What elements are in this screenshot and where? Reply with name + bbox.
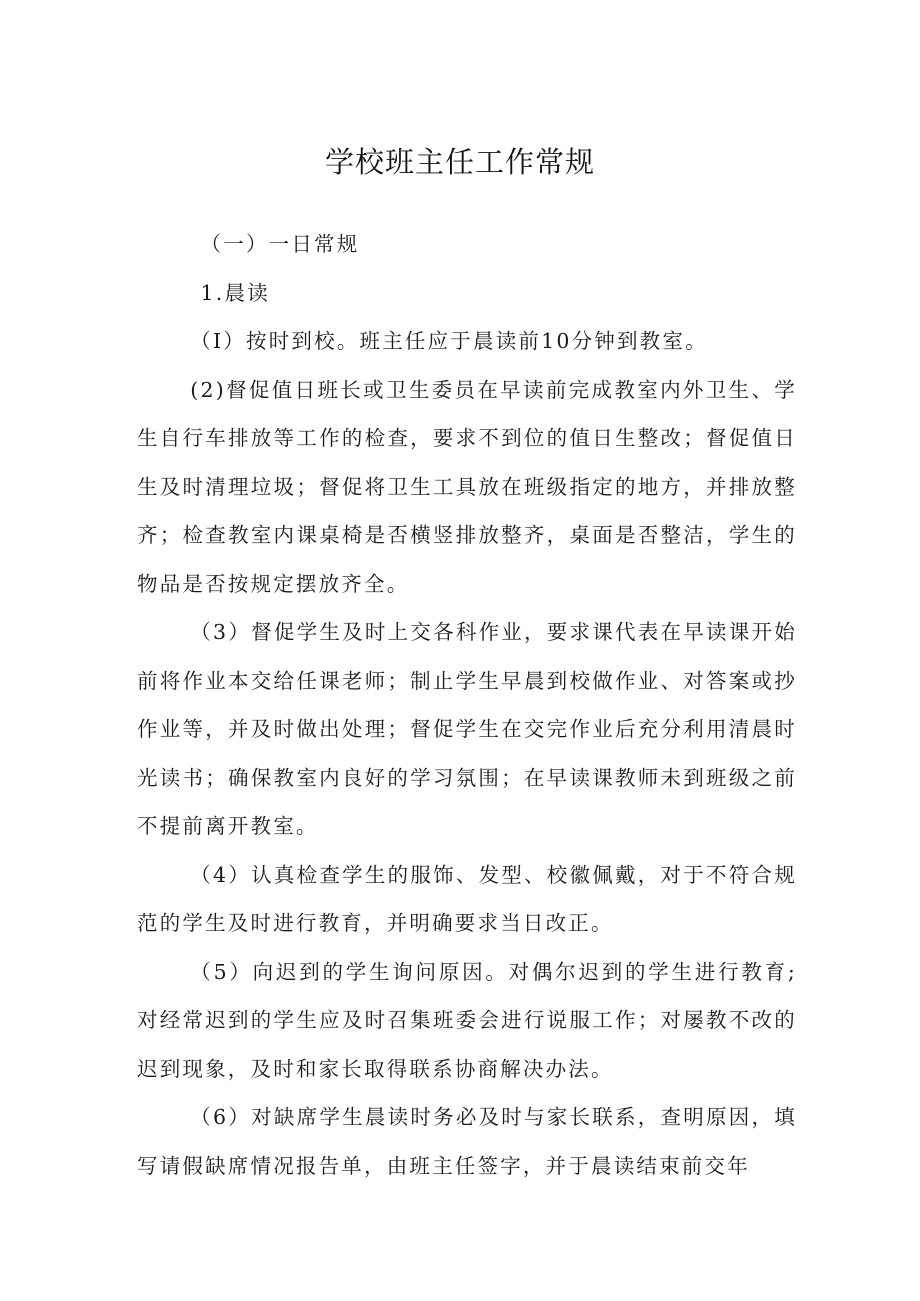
paragraph-3: （3）督促学生及时上交各科作业，要求课代表在早读课开始前将作业本交给任课老师；制止学生早晨到校做作业、对答案或抄作业等，并及时做出处理；督促学生在交完作业后充分利用清晨时光读书；确保教室内良好的学习氛围；在早读课教师未到班级之前不提前离开教室。 [137,620,797,838]
section-heading: （一）一日常规 [200,232,360,256]
paragraph-5: （5）向迟到的学生询问原因。对偶尔迟到的学生进行教育;对经常迟到的学生应及时召集班委会进行说服工作；对屡教不改的迟到现象，及时和家长取得联系协商解决办法。 [137,959,797,1081]
sub-heading: 1.晨读 [200,280,270,305]
document-title: 学校班主任工作常规 [324,145,595,179]
document-body [137,220,797,1190]
paragraph-4: （4）认真检查学生的服饰、发型、校徽佩戴，对于不符合规范的学生及时进行教育，并明确要求当日改正。 [137,862,797,935]
paragraph-6: （6）对缺席学生晨读时务必及时与家长联系，查明原因，填写请假缺席情况报告单，由班主任签字，并于晨读结束前交年 [137,1105,797,1178]
paragraph-1: （I）按时到校。班主任应于晨读前10分钟到教室。 [190,329,708,353]
paragraph-2: (2)督促值日班长或卫生委员在早读前完成教室内外卫生、学生自行车排放等工作的检查，要求不到位的值日生整改；督促值日生及时清理垃圾；督促将卫生工具放在班级指定的地方，并排放整齐；检查教室内课桌椅是否横竖排放整齐，桌面是否整洁，学生的物品是否按规定摆放齐全。 [137,377,797,596]
